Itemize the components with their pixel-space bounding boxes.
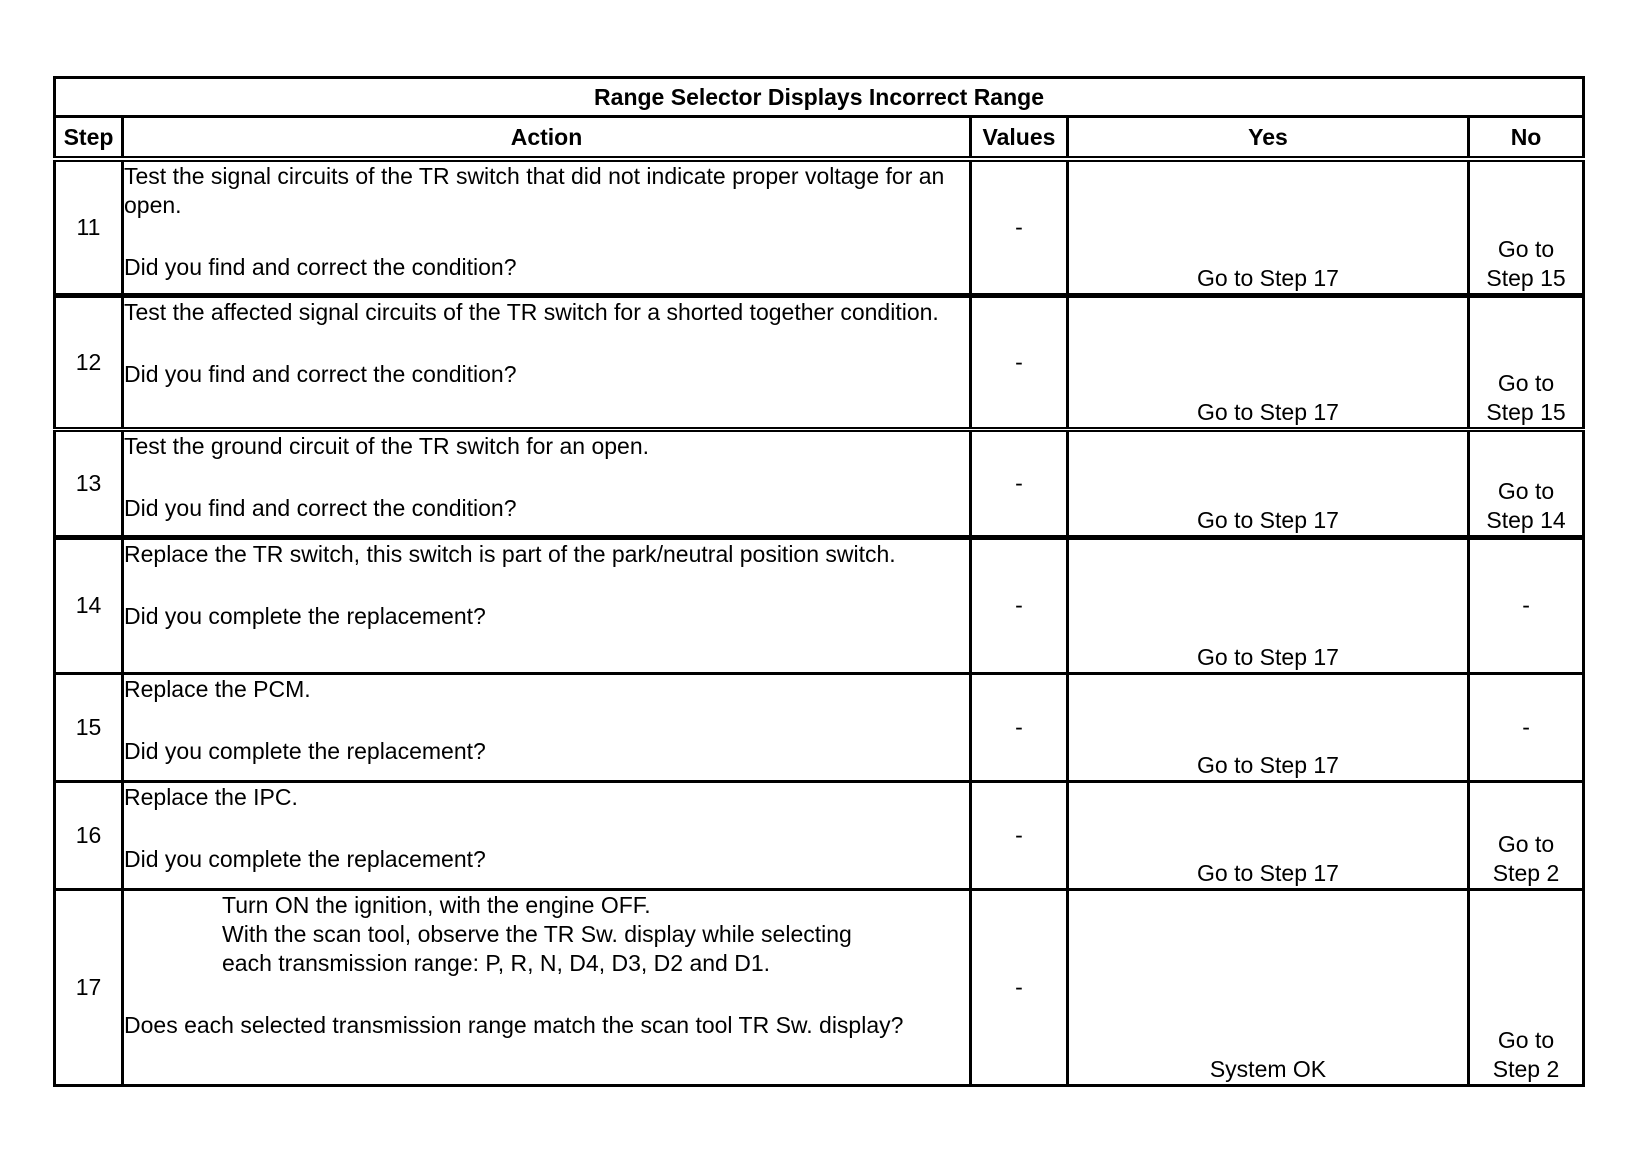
- action-instruction: Replace the TR switch, this switch is part of the park/neutral position switch.: [124, 540, 896, 567]
- no-cell: [1469, 429, 1584, 537]
- no-line: Step 15: [1486, 398, 1566, 425]
- action-cell: [123, 429, 971, 537]
- table-row: [55, 159, 1584, 295]
- step-number: 16: [55, 781, 123, 889]
- action-cell: [123, 537, 971, 673]
- action-instruction: Test the affected signal circuits of the TR switch for a shorted together condition.: [124, 298, 939, 325]
- header-step: Step: [55, 117, 123, 160]
- step-number: 11: [55, 159, 123, 295]
- header-no: No: [1469, 117, 1584, 160]
- spacer: [124, 461, 969, 494]
- table-row: [55, 537, 1584, 673]
- no-line: Go to: [1497, 235, 1555, 262]
- yes-cell: Go to Step 17: [1068, 159, 1469, 295]
- step-number: 17: [55, 889, 123, 1085]
- no-line: Step 2: [1492, 1055, 1560, 1082]
- action-instruction-line: each transmission range: P, R, N, D4, D3, D2 and D1.: [222, 949, 771, 976]
- no-cell: [1469, 159, 1584, 295]
- action-question: Did you find and correct the condition?: [124, 494, 517, 521]
- values-cell: -: [971, 537, 1068, 673]
- step-number: 14: [55, 537, 123, 673]
- spacer: [124, 978, 969, 1011]
- no-cell: [1469, 781, 1584, 889]
- spacer: [124, 327, 969, 360]
- no-line: Go to: [1497, 830, 1555, 857]
- action-cell: [123, 159, 971, 295]
- action-instruction: Test the signal circuits of the TR switch that did not indicate proper voltage for an open.: [124, 163, 945, 218]
- values-cell: -: [971, 673, 1068, 781]
- no-line: Step 2: [1492, 859, 1560, 886]
- values-cell: -: [971, 295, 1068, 429]
- table-row: [55, 889, 1584, 1085]
- action-question: Did you find and correct the condition?: [124, 254, 517, 280]
- yes-cell: Go to Step 17: [1068, 537, 1469, 673]
- table-row: [55, 781, 1584, 889]
- table-row: [55, 673, 1584, 781]
- yes-cell: System OK: [1068, 889, 1469, 1085]
- header-action: Action: [123, 117, 971, 160]
- action-question: Did you complete the replacement?: [124, 602, 486, 629]
- action-cell: [123, 889, 971, 1085]
- yes-cell: Go to Step 17: [1068, 673, 1469, 781]
- spacer: [124, 220, 969, 253]
- spacer: [124, 704, 969, 737]
- spacer: [124, 812, 969, 845]
- table-row: [55, 295, 1584, 429]
- no-cell: [1469, 295, 1584, 429]
- values-cell: -: [971, 889, 1068, 1085]
- action-question: Did you complete the replacement?: [124, 737, 486, 764]
- table-row: [55, 429, 1584, 537]
- yes-cell: Go to Step 17: [1068, 429, 1469, 537]
- yes-cell: Go to Step 17: [1068, 781, 1469, 889]
- action-instruction-line: With the scan tool, observe the TR Sw. display while selecting: [222, 920, 852, 947]
- spacer: [124, 569, 969, 602]
- no-line: Step 15: [1486, 264, 1566, 291]
- table-title: Range Selector Displays Incorrect Range: [55, 78, 1584, 117]
- no-cell: -: [1469, 537, 1584, 673]
- no-line: Go to: [1497, 369, 1555, 396]
- values-cell: -: [971, 781, 1068, 889]
- action-instruction: Test the ground circuit of the TR switch for an open.: [124, 432, 650, 459]
- yes-cell: Go to Step 17: [1068, 295, 1469, 429]
- action-cell: [123, 295, 971, 429]
- values-cell: -: [971, 159, 1068, 295]
- action-instruction: Replace the PCM.: [124, 675, 311, 702]
- step-number: 15: [55, 673, 123, 781]
- step-number: 13: [55, 429, 123, 537]
- diagnostic-table: [53, 76, 1585, 1087]
- action-instruction: Replace the IPC.: [124, 783, 298, 810]
- no-line: Step 14: [1486, 506, 1566, 533]
- no-cell: -: [1469, 673, 1584, 781]
- action-cell: [123, 673, 971, 781]
- header-values: Values: [971, 117, 1068, 160]
- no-cell: [1469, 889, 1584, 1085]
- no-line: Go to: [1497, 1026, 1555, 1053]
- action-question: Does each selected transmission range match the scan tool TR Sw. display?: [124, 1011, 904, 1038]
- action-instruction-line: Turn ON the ignition, with the engine OFF.: [222, 891, 651, 918]
- values-cell: -: [971, 429, 1068, 537]
- action-cell: [123, 781, 971, 889]
- no-line: Go to: [1497, 477, 1555, 504]
- header-yes: Yes: [1068, 117, 1469, 160]
- diagnostic-table-document: [53, 76, 1582, 1087]
- step-number: 12: [55, 295, 123, 429]
- action-question: Did you complete the replacement?: [124, 845, 486, 872]
- action-question: Did you find and correct the condition?: [124, 360, 517, 387]
